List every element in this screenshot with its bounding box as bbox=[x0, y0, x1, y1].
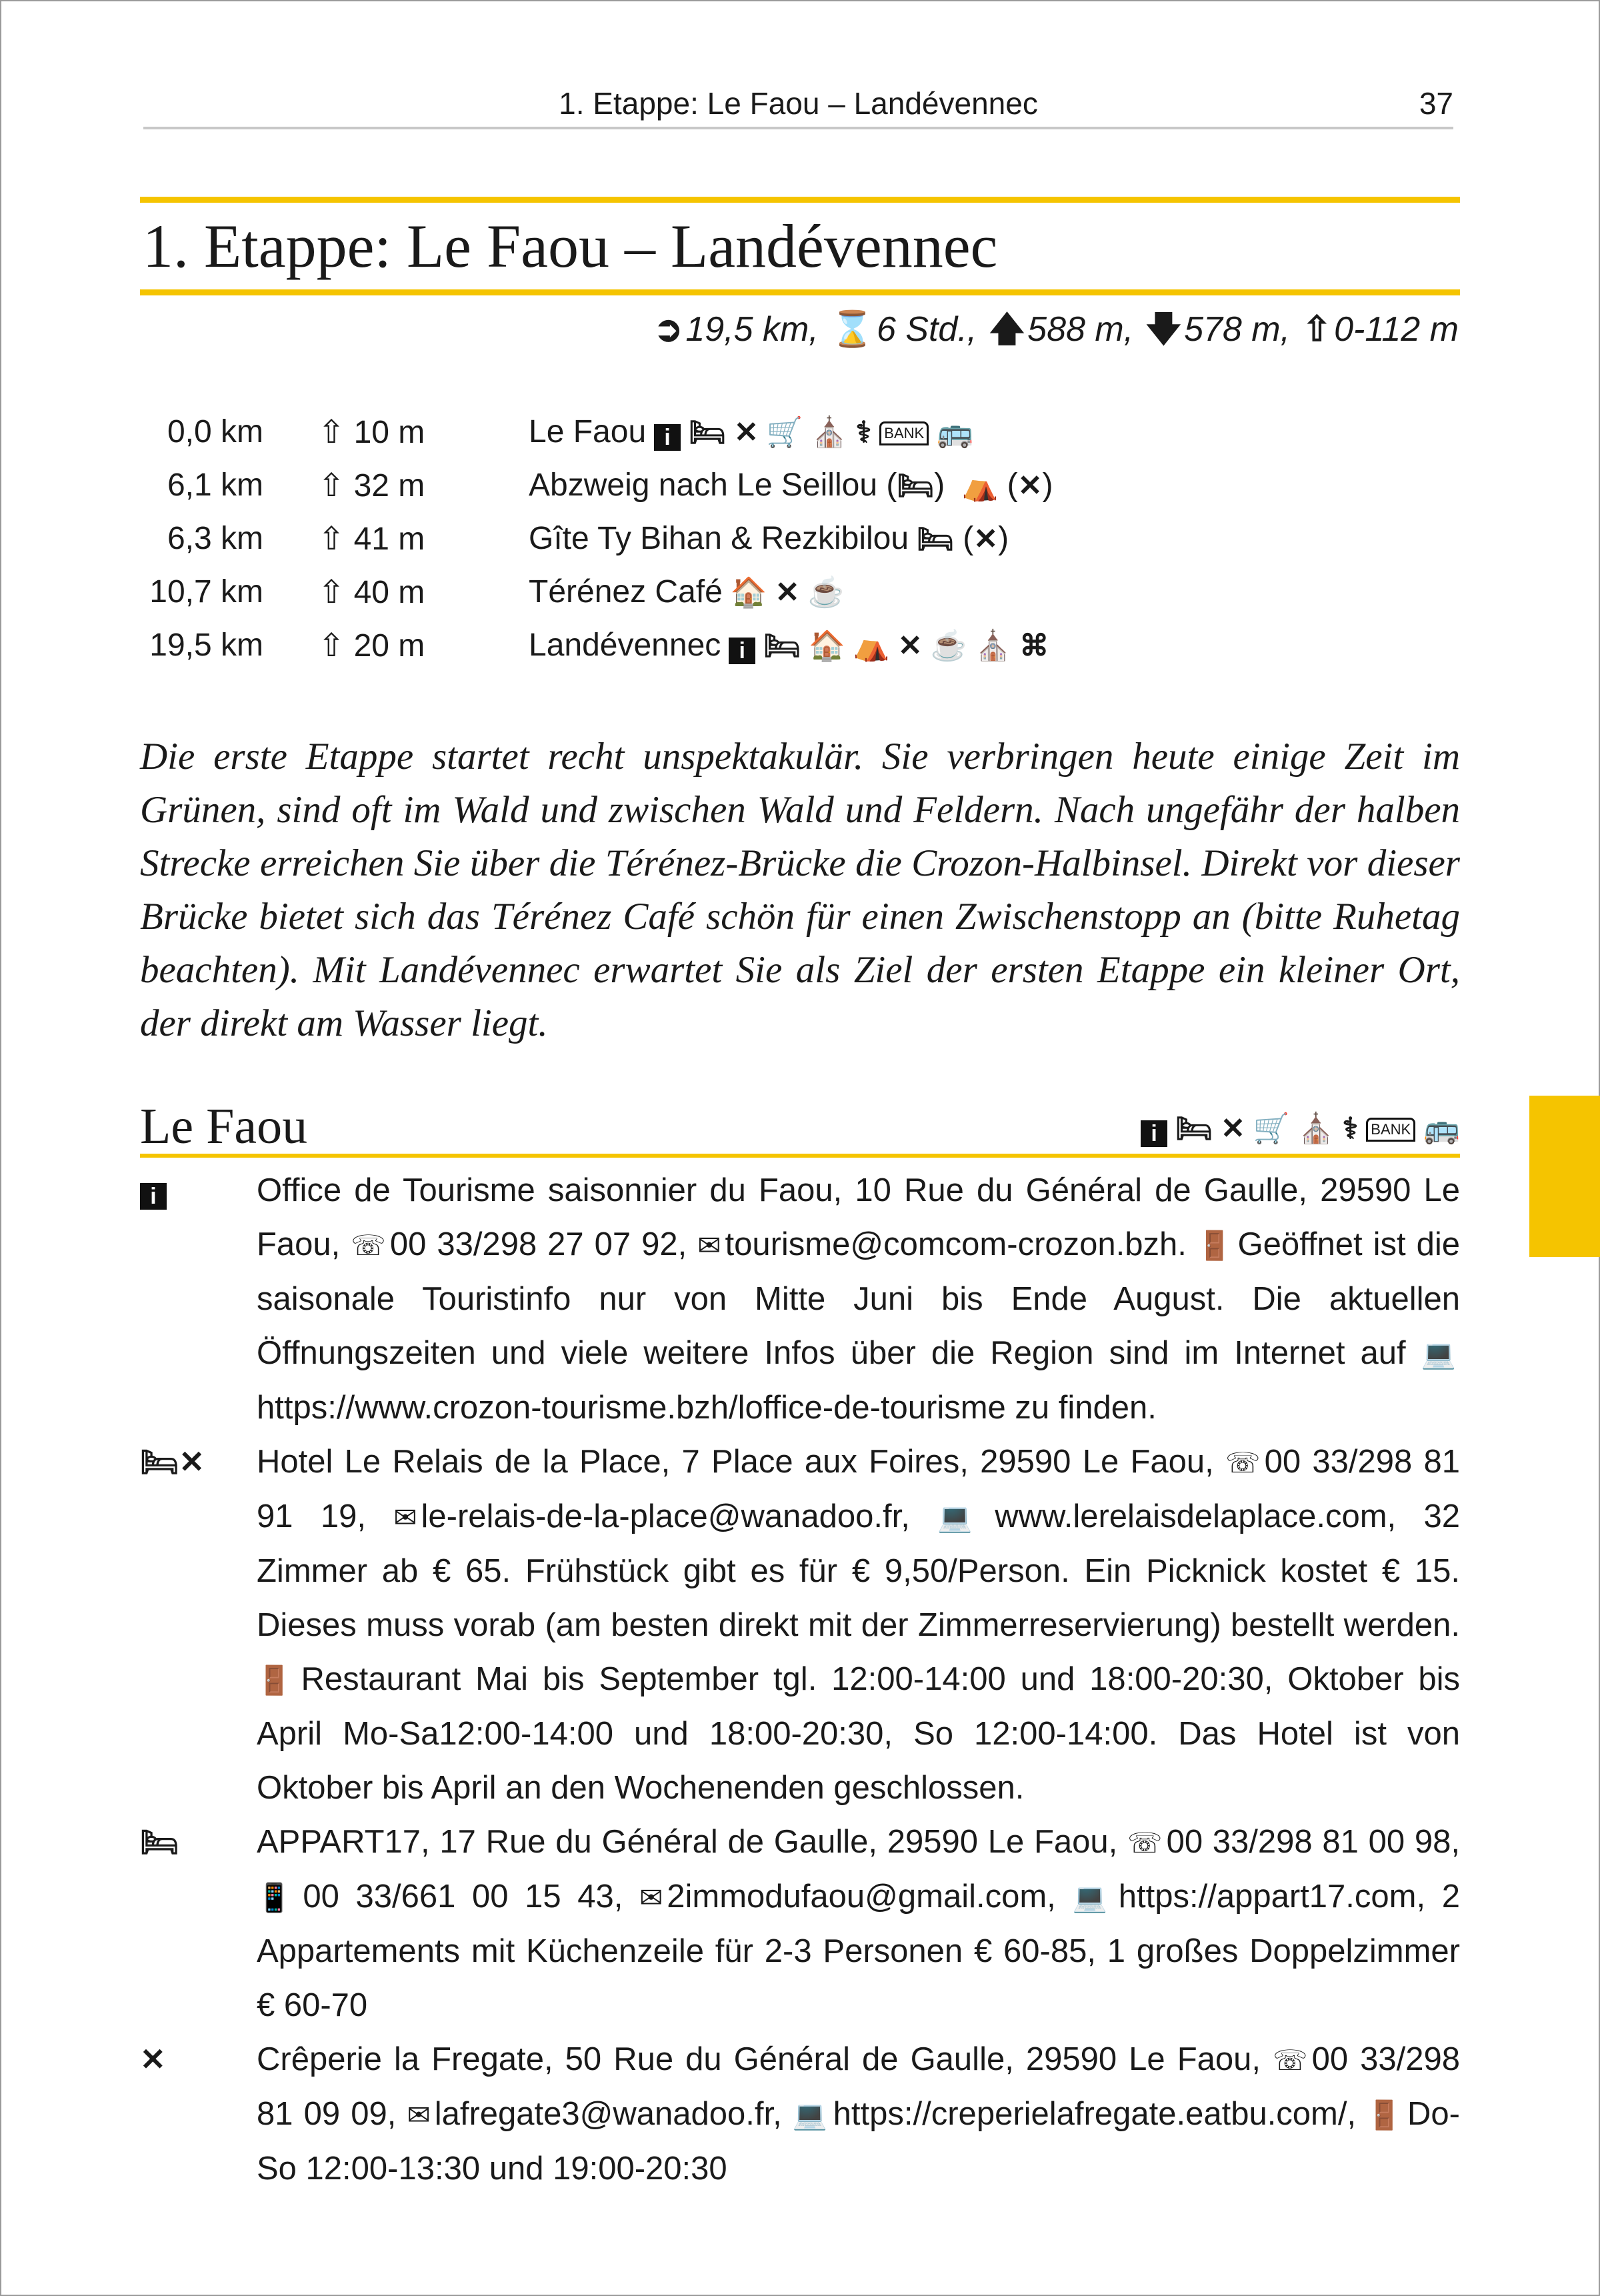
chapter-thumb-tab bbox=[1529, 1096, 1600, 1257]
listing-details: 2 Appartements mit Küchenzeile für 2-3 Personen € 60-85, 1 großes Doppelzimmer € 60-70 bbox=[257, 1879, 1461, 2023]
chapter-title: 1. Etappe: Le Faou – Landévennec bbox=[143, 212, 998, 280]
route-km: 19,5 km bbox=[149, 628, 263, 663]
listing-entries bbox=[140, 1164, 1460, 2196]
sight-icon: ⌘ bbox=[1019, 630, 1049, 662]
summary-duration: 6 Std., bbox=[876, 310, 977, 349]
restaurant-icon: ✕ bbox=[775, 576, 800, 609]
altitude-icon: ⇧ bbox=[318, 415, 354, 450]
bus-icon: 🚌 bbox=[937, 416, 973, 449]
bank-icon: BANK bbox=[1366, 1118, 1415, 1142]
route-km: 10,7 km bbox=[149, 574, 263, 610]
phone-icon: ☏ bbox=[1225, 1447, 1261, 1478]
listing-address: Crêperie la Fregate, 50 Rue du Général de Gaulle, 29590 Le Faou, bbox=[257, 2041, 1273, 2077]
altitude-icon: ⇧ bbox=[318, 468, 354, 503]
cafe-icon: ☕ bbox=[930, 630, 967, 662]
listing-tourism bbox=[140, 1164, 1460, 1435]
listing-address: Hotel Le Relais de la Place, 7 Place aux Foires, 29590 Le Faou, bbox=[257, 1444, 1226, 1480]
listing-text bbox=[257, 1815, 1460, 2033]
hourglass-icon: ⌛ bbox=[831, 310, 874, 349]
bank-icon: BANK bbox=[879, 421, 929, 445]
restaurant-icon: ✕ bbox=[897, 630, 923, 662]
shopping-cart-icon: 🛒 bbox=[766, 416, 803, 449]
listing-website: www.lerelaisdelaplace.com, 32 Zimmer ab € 65. Frühstück gibt es für € 9,50/Person. Ein Picknick kostet € 15. Dieses muss vorab (am besten direkt mit der Zimmerreservierung) bestellt werden. bbox=[257, 1498, 1460, 1643]
altitude-value: 32 m bbox=[353, 468, 425, 503]
route-altitude bbox=[318, 467, 425, 504]
restaurant-icon: ✕ bbox=[1221, 1112, 1245, 1145]
restaurant-icon: ✕ bbox=[973, 523, 999, 555]
mobile-phone-icon: 📱 bbox=[257, 1882, 299, 1913]
pharmacy-icon: ⚕ bbox=[1342, 1112, 1359, 1145]
listing-details: Geöffnet ist die saisonale Touristinfo nur von Mitte Juni bis Ende August. Die aktuellen Öffnungszeiten und viele weitere Infos über die Region sind im Internet auf bbox=[257, 1226, 1460, 1371]
opening-hours-icon: 🚪 bbox=[1197, 1230, 1234, 1261]
summary-distance: 19,5 km, bbox=[685, 310, 819, 349]
altitude-value: 41 m bbox=[353, 521, 425, 557]
email-icon: ✉ bbox=[639, 1882, 663, 1913]
listing-appart bbox=[140, 1815, 1460, 2033]
shopping-cart-icon: 🛒 bbox=[1253, 1112, 1290, 1145]
info-icon: i bbox=[654, 424, 681, 451]
altitude-value: 20 m bbox=[353, 628, 425, 664]
tent-icon: ⛺ bbox=[853, 630, 890, 662]
listing-website: https://appart17.com, bbox=[1118, 1879, 1442, 1915]
opening-hours-icon: 🚪 bbox=[1367, 2099, 1404, 2131]
running-header bbox=[143, 73, 1453, 129]
section-title: Le Faou bbox=[140, 1098, 308, 1154]
route-altitude bbox=[318, 627, 425, 664]
bed-icon: 🛏 bbox=[897, 469, 935, 502]
altitude-value: 10 m bbox=[353, 415, 425, 450]
restaurant-icon: ✕ bbox=[1017, 469, 1043, 502]
page-number: 37 bbox=[1419, 86, 1453, 121]
summary-descent: 578 m, bbox=[1184, 310, 1291, 349]
place-name: Le Faou bbox=[529, 414, 647, 449]
distance-icon: ➲ bbox=[653, 310, 683, 349]
phone-icon: ☏ bbox=[1127, 1827, 1163, 1859]
altitude-icon: ⇧ bbox=[318, 628, 354, 664]
listing-phone: 00 33/298 81 09 09, bbox=[257, 2041, 1460, 2132]
route-place: Gîte Ty Bihan & Rezkibilou 🛏 (✕) bbox=[529, 521, 1009, 556]
listing-address: APPART17, 17 Rue du Général de Gaulle, 29590 Le Faou, bbox=[257, 1824, 1128, 1860]
ascent-icon: 🡅 bbox=[989, 310, 1025, 349]
section-icons bbox=[1133, 1110, 1460, 1147]
route-km: 0,0 km bbox=[167, 414, 263, 449]
listing-phone: 00 33/298 27 07 92, bbox=[389, 1226, 698, 1262]
tent-icon: ⛺ bbox=[961, 469, 999, 502]
route-place bbox=[529, 573, 844, 610]
listing-creperie bbox=[140, 2033, 1460, 2196]
place-name: Térénez Café bbox=[529, 574, 723, 610]
website-icon: 💻 bbox=[937, 1502, 991, 1533]
listing-text bbox=[257, 2033, 1460, 2196]
listing-email: tourisme@comcom-crozon.bzh. bbox=[725, 1226, 1197, 1262]
listing-phone: 00 33/298 81 00 98, bbox=[1166, 1824, 1460, 1860]
listing-email: 2immodufaou@gmail.com, bbox=[667, 1879, 1073, 1915]
listing-details: Restaurant Mai bis September tgl. 12:00-14:00 und 18:00-20:30, Oktober bis April Mo-Sa12:00-14:00 und 18:00-20:30, So 12:00-14:00. Das Hotel ist von Oktober bis April an den Wochenenden geschlossen. bbox=[257, 1661, 1461, 1806]
info-icon: i bbox=[1141, 1120, 1167, 1147]
post-office-icon: ⛪ bbox=[811, 416, 848, 449]
cabin-icon: 🏠 bbox=[809, 630, 845, 662]
place-name: Abzweig nach Le Seillou bbox=[529, 467, 878, 503]
altitude-icon: ⇧ bbox=[318, 521, 354, 557]
website-icon: 💻 bbox=[1421, 1338, 1456, 1370]
bed-icon: 🛏 bbox=[689, 416, 726, 449]
info-icon bbox=[140, 1164, 167, 1218]
website-icon: 💻 bbox=[792, 2099, 829, 2131]
route-place bbox=[529, 627, 1049, 664]
altitude-icon: ⇧ bbox=[318, 575, 354, 610]
post-office-icon: ⛪ bbox=[975, 630, 1012, 662]
listing-address: Office de Tourisme saisonnier du Faou, 10 Rue du Général de Gaulle, 29590 Le Faou, bbox=[257, 1172, 1460, 1262]
descent-icon: 🡇 bbox=[1145, 310, 1182, 349]
cabin-icon: 🏠 bbox=[730, 576, 767, 609]
pharmacy-icon: ⚕ bbox=[855, 416, 872, 449]
phone-icon: ☏ bbox=[351, 1230, 386, 1261]
route-altitude bbox=[318, 573, 425, 611]
email-icon: ✉ bbox=[393, 1502, 417, 1533]
restaurant-icon: ✕ bbox=[734, 416, 759, 449]
route-altitude bbox=[318, 520, 425, 557]
route-place bbox=[529, 413, 973, 451]
post-office-icon: ⛪ bbox=[1297, 1112, 1335, 1145]
altitude-value: 40 m bbox=[353, 575, 425, 610]
summary-ascent: 588 m, bbox=[1027, 310, 1134, 349]
website-icon: 💻 bbox=[1072, 1882, 1115, 1913]
listing-text bbox=[257, 1435, 1460, 1815]
info-icon-box: i bbox=[140, 1183, 167, 1210]
listing-mobile: 00 33/661 00 15 43, bbox=[303, 1879, 640, 1915]
listing-website: https://creperielafregate.eatbu.com/, bbox=[833, 2096, 1367, 2132]
listing-hotel bbox=[140, 1435, 1460, 1815]
place-name: Gîte Ty Bihan & Rezkibilou bbox=[529, 521, 909, 556]
listing-details: Do-So 12:00-13:30 und 19:00-20:30 bbox=[257, 2096, 1461, 2187]
opening-hours-icon: 🚪 bbox=[257, 1664, 297, 1696]
stage-intro: Die erste Etappe startet recht unspektakulär. Sie verbringen heute einige Zeit im Grünen, sind oft im Wald und zwischen Wald und Feldern. Nach ungefähr der halben Strecke erreichen Sie über die Térénez-Brücke die Crozon-Halbinsel. Direkt vor dieser Brücke bietet sich das Térénez Café schön für einen Zwischenstopp an (bitte Ruhetag beachten). Mit Landévennec erwartet Sie als Ziel der ersten Etappe ein kleiner Ort, der direkt am Wasser liegt. bbox=[140, 736, 1460, 1044]
bed-icon: 🛏 bbox=[140, 1825, 179, 1859]
route-place: Abzweig nach Le Seillou (🛏) ⛺ (✕) bbox=[529, 467, 1053, 503]
listing-phone: 00 33/298 81 91 19, bbox=[257, 1444, 1460, 1534]
listing-email: lafregate3@wanadoo.fr, bbox=[434, 2096, 793, 2132]
bus-icon: 🚌 bbox=[1423, 1112, 1460, 1145]
bed-icon: 🛏 bbox=[1175, 1112, 1213, 1145]
info-icon: i bbox=[729, 638, 755, 664]
listing-text bbox=[257, 1164, 1460, 1435]
email-icon: ✉ bbox=[407, 2099, 431, 2131]
stage-summary bbox=[651, 303, 1459, 363]
summary-altitude: 0-112 m bbox=[1334, 310, 1459, 349]
bed-restaurant-icon: 🛏✕ bbox=[140, 1444, 205, 1479]
bed-icon: 🛏 bbox=[917, 523, 954, 555]
chapter-title-box bbox=[140, 197, 1460, 295]
route-km: 6,1 km bbox=[167, 467, 263, 503]
email-icon: ✉ bbox=[697, 1230, 721, 1261]
route-km: 6,3 km bbox=[167, 521, 263, 556]
listing-email: le-relais-de-la-place@wanadoo.fr, bbox=[421, 1498, 938, 1534]
altitude-icon: ⇧ bbox=[1302, 310, 1332, 349]
bed-icon: 🛏 bbox=[763, 630, 801, 662]
route-altitude bbox=[318, 413, 425, 451]
place-name: Landévennec bbox=[529, 628, 721, 663]
phone-icon: ☏ bbox=[1273, 2045, 1308, 2076]
restaurant-icon: ✕ bbox=[140, 2042, 166, 2077]
listing-website: https://www.crozon-tourisme.bzh/loffice-de-tourisme zu finden. bbox=[257, 1390, 1157, 1426]
section-header bbox=[140, 1094, 1460, 1158]
cafe-icon: ☕ bbox=[807, 576, 845, 609]
running-title: 1. Etappe: Le Faou – Landévennec bbox=[559, 86, 1038, 121]
